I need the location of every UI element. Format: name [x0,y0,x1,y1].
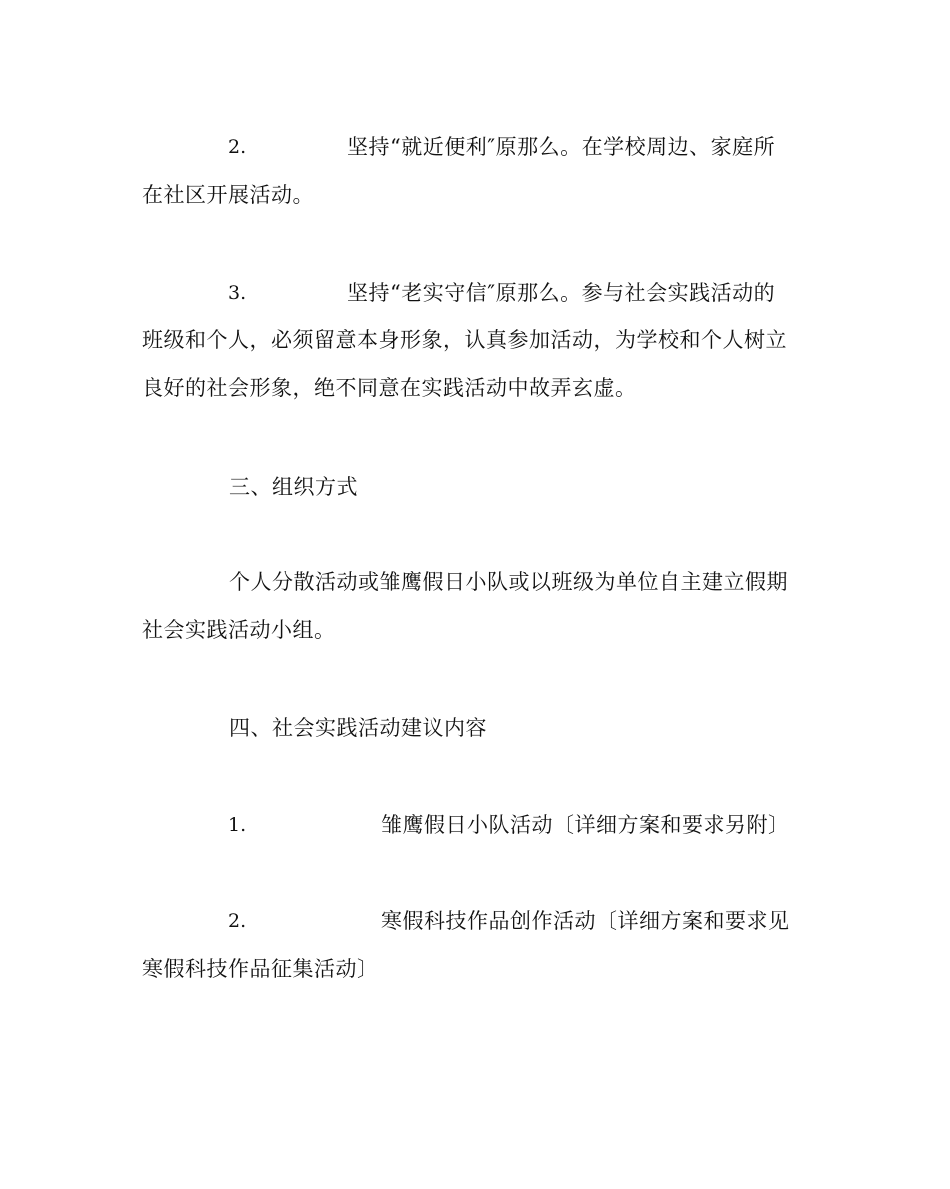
section-4-item-2-number: 2. [228,910,247,932]
item-3-number: 3. [228,282,247,304]
section-4-item-1-number: 1. [228,814,247,836]
item-3-continuation-1: 班级和个人，必须留意本身形象，认真参加活动，为学校和个人树立 [142,328,787,352]
item-2-text: 坚持“就近便利″原那么。在学校周边、家庭所 [347,135,776,159]
section-3-paragraph-line-1: 个人分散活动或雏鹰假日小队或以班级为单位自主建立假期 [229,570,788,594]
section-3-paragraph-line-2: 社会实践活动小组。 [142,618,336,642]
section-4-item-2-continuation: 寒假科技作品征集活动〕 [142,957,379,981]
item-3-continuation-2: 良好的社会形象，绝不同意在实践活动中故弄玄虚。 [142,376,637,400]
section-3-heading: 三、组织方式 [229,475,358,499]
section-4-heading: 四、社会实践活动建议内容 [229,716,487,740]
section-4-item-2-text: 寒假科技作品创作活动〔详细方案和要求见 [381,909,790,933]
item-2-number: 2. [228,136,247,158]
item-3-text: 坚持“老实守信″原那么。参与社会实践活动的 [347,281,776,305]
section-4-item-1-text: 雏鹰假日小队活动〔详细方案和要求另附〕 [381,813,790,837]
item-2-continuation: 在社区开展活动。 [142,183,314,207]
